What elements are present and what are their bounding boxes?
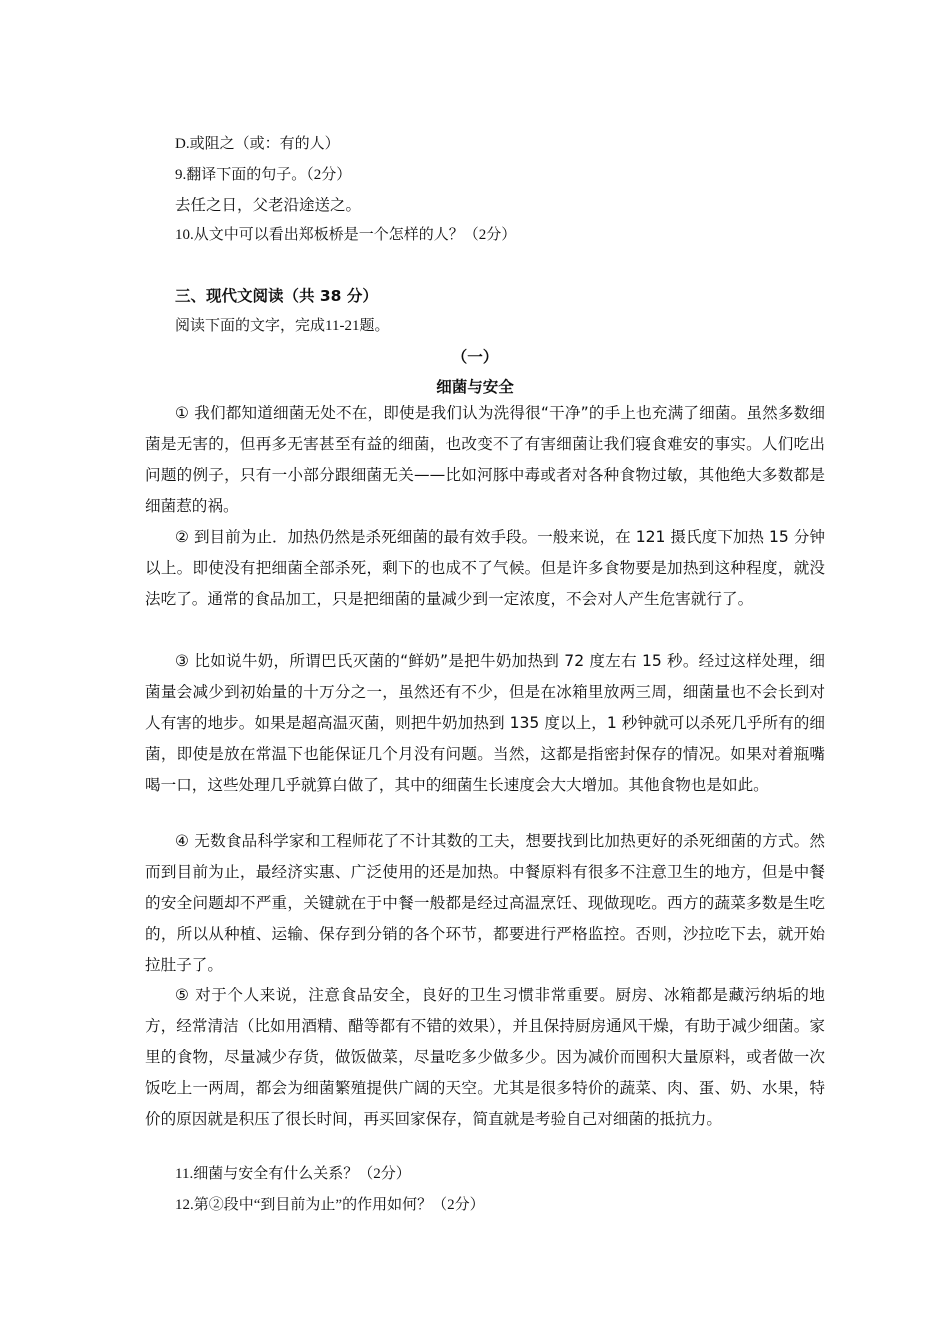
article-paragraph-4: ④ 无数食品科学家和工程师花了不计其数的工夫，想要找到比加热更好的杀死细菌的方式。然而到目前为止，最经济实惠、广泛使用的还是加热。中餐原料有很多不注意卫生的地方，但是中餐的安全问题却不严重，关键就在于中餐一般都是经过高温烹饪、现做现吃。西方的蔬菜多数是生吃的，所以从种植、运输、保存到分销的各个环节，都要进行严格监控。否则，沙拉吃下去，就开始拉肚子了。 — [145, 832, 825, 975]
question-9-sentence: 去任之日，父老沿途送之。 — [175, 196, 362, 214]
question-12: 12.第②段中“到目前为止”的作用如何？（2分） — [175, 1197, 485, 1213]
question-9: 9.翻译下面的句子。（2分） — [175, 167, 352, 183]
article-title: 细菌与安全 — [436, 378, 514, 396]
question-11: 11.细菌与安全有什么关系？（2分） — [175, 1166, 411, 1182]
part-label: （一） — [451, 348, 499, 366]
section-instruction: 阅读下面的文字，完成11-21题。 — [175, 318, 390, 334]
article-paragraph-1: ① 我们都知道细菌无处不在，即使是我们认为洗得很“干净”的手上也充满了细菌。虽然多数细菌是无害的，但再多无害甚至有益的细菌，也改变不了有害细菌让我们寝食难安的事实。人们吃出问题的例子，只有一小部分跟细菌无关——比如河豚中毒或者对各种食物过敏，其他绝大多数都是细菌惹的祸。 — [145, 404, 825, 516]
article-paragraph-2: ② 到目前为止．加热仍然是杀死细菌的最有效手段。一般来说，在 121 摄氏度下加热 15 分钟以上。即使没有把细菌全部杀死，剩下的也成不了气候。但是许多食物要是加热到这种程度，就没法吃了。通常的食品加工，只是把细菌的量减少到一定浓度，不会对人产生危害就行了。 — [145, 528, 825, 609]
option-d: D.或阻之（或：有的人） — [175, 136, 340, 152]
section-title: 三、现代文阅读（共 38 分） — [175, 287, 378, 305]
article-paragraph-5: ⑤ 对于个人来说，注意食品安全，良好的卫生习惯非常重要。厨房、冰箱都是藏污纳垢的地方，经常清洁（比如用酒精、醋等都有不错的效果），并且保持厨房通风干燥，有助于减少细菌。家里的食物，尽量减少存货，做饭做菜，尽量吃多少做多少。因为减价而囤积大量原料，或者做一次饭吃上一两周，都会为细菌繁殖提供广阔的天空。尤其是很多特价的蔬菜、肉、蛋、奶、水果，特价的原因就是积压了很长时间，再买回家保存，简直就是考验自己对细菌的抵抗力。 — [145, 986, 825, 1129]
article-paragraph-3: ③ 比如说牛奶，所谓巴氏灭菌的“鲜奶”是把牛奶加热到 72 度左右 15 秒。经过这样处理，细菌量会减少到初始量的十万分之一，虽然还有不少，但是在冰箱里放两三周，细菌量也不会长到对人有害的地步。如果是超高温灭菌，则把牛奶加热到 135 度以上，1 秒钟就可以杀死几乎所有的细菌，即使是放在常温下也能保证几个月没有问题。当然，这都是指密封保存的情况。如果对着瓶嘴喝一口，这些处理几乎就算白做了，其中的细菌生长速度会大大增加。其他食物也是如此。 — [145, 652, 825, 795]
question-10: 10.从文中可以看出郑板桥是一个怎样的人？（2分） — [175, 227, 517, 243]
